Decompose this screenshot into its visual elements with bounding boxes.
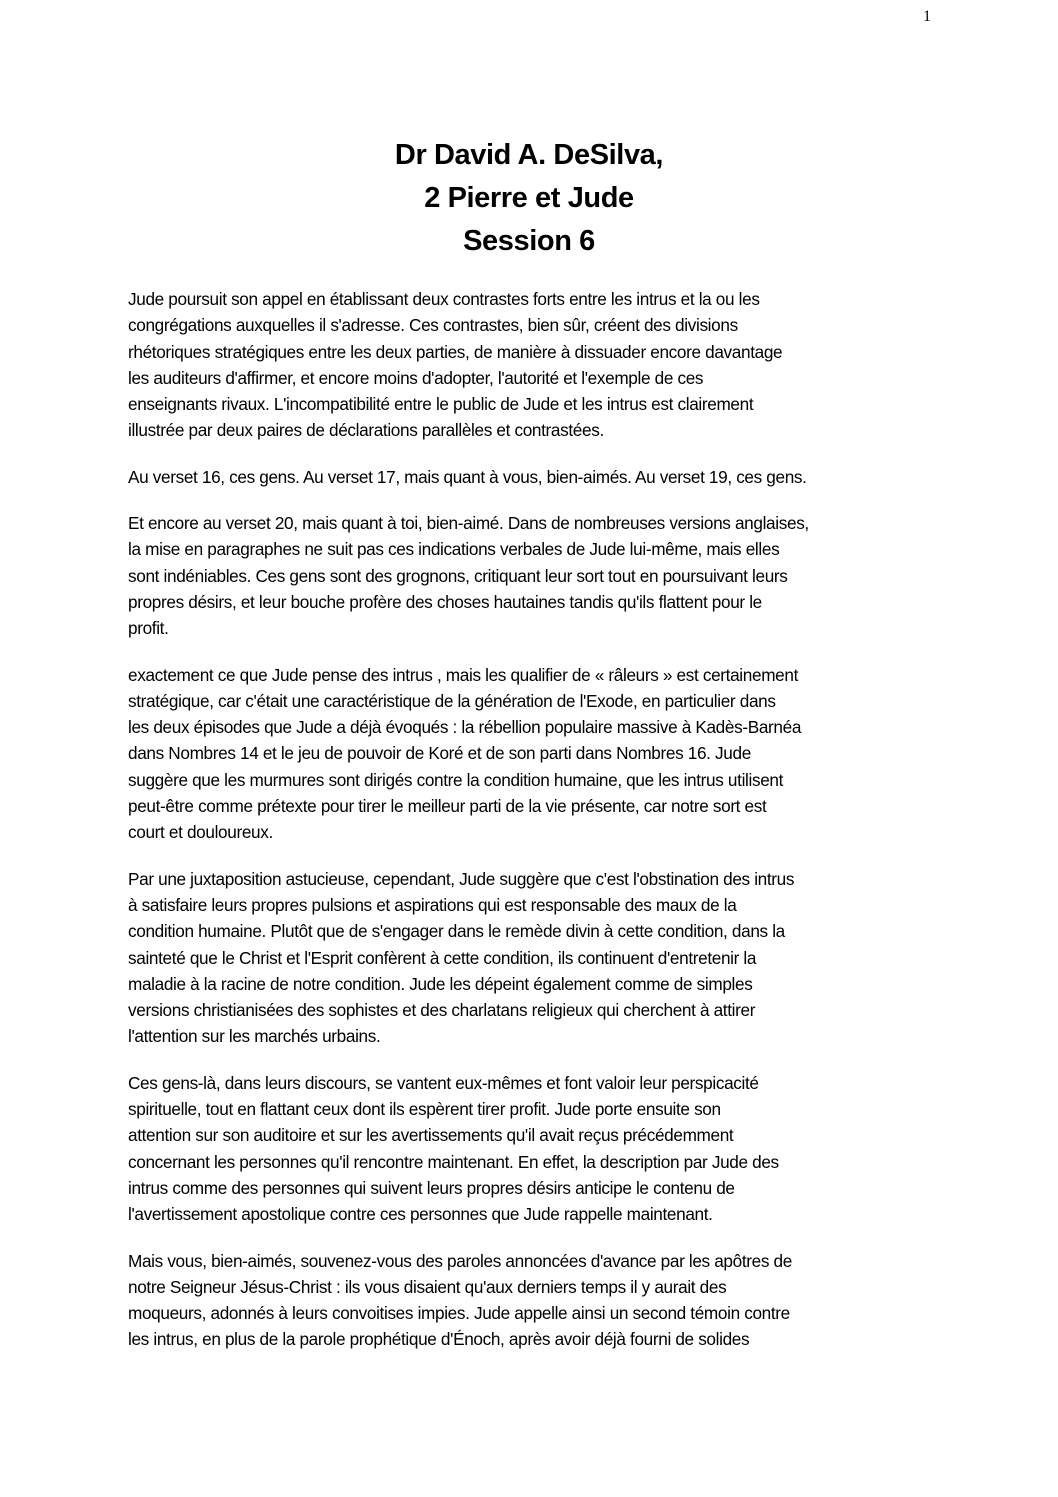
paragraph xyxy=(128,1248,948,1353)
text-line: l'attention sur les marchés urbains. xyxy=(128,1026,381,1047)
paragraph xyxy=(128,1070,948,1228)
text-line: Par une juxtaposition astucieuse, cependant, Jude suggère que c'est l'obstination des intrus xyxy=(128,868,795,889)
text-line: rhétoriques stratégiques entre les deux parties, de manière à dissuader encore davantage xyxy=(128,341,783,362)
text-line: dans Nombres 14 et le jeu de pouvoir de Koré et de son parti dans Nombres 16. Jude xyxy=(128,743,751,764)
text-line: Ces gens-là, dans leurs discours, se vantent eux-mêmes et font valoir leur perspicacité xyxy=(128,1072,759,1093)
text-line: stratégique, car c'était une caractéristique de la génération de l'Exode, en particulier dans xyxy=(128,690,776,711)
document-title xyxy=(0,134,1058,263)
page-number: 1 xyxy=(923,8,931,25)
paragraph xyxy=(128,866,948,1050)
text-line: Au verset 16, ces gens. Au verset 17, mais quant à vous, bien-aimés. Au verset 19, ces gens. xyxy=(128,466,807,487)
text-line: propres désirs, et leur bouche profère des choses hautaines tandis qu'ils flattent pour le xyxy=(128,591,762,612)
text-line: notre Seigneur Jésus-Christ : ils vous disaient qu'aux derniers temps il y aurait des xyxy=(128,1276,727,1297)
text-line: la mise en paragraphes ne suit pas ces indications verbales de Jude lui-même, mais elles xyxy=(128,539,780,560)
text-line: sont indéniables. Ces gens sont des grognons, critiquant leur sort tout en poursuivant leurs xyxy=(128,565,788,586)
text-line: Jude poursuit son appel en établissant deux contrastes forts entre les intrus et la ou les xyxy=(128,289,760,309)
document-body xyxy=(128,286,948,1373)
text-line: profit. xyxy=(128,618,169,639)
text-line: attention sur son auditoire et sur les avertissements qu'il avait reçus précédemment xyxy=(128,1125,734,1146)
text-line: Et encore au verset 20, mais quant à toi, bien-aimé. Dans de nombreuses versions anglaises, xyxy=(128,513,809,534)
text-line: Mais vous, bien-aimés, souvenez-vous des paroles annoncées d'avance par les apôtres de xyxy=(128,1250,792,1271)
text-line: concernant les personnes qu'il rencontre maintenant. En effet, la description par Jude des xyxy=(128,1151,779,1172)
text-line: versions christianisées des sophistes et des charlatans religieux qui cherchent à attirer xyxy=(128,1000,756,1021)
text-line: maladie à la racine de notre condition. Jude les dépeint également comme de simples xyxy=(128,973,753,994)
text-line: intrus comme des personnes qui suivent leurs propres désirs anticipe le contenu de xyxy=(128,1177,735,1198)
text-line: les auditeurs d'affirmer, et encore moins d'adopter, l'autorité et l'exemple de ces xyxy=(128,367,704,388)
text-line: exactement ce que Jude pense des intrus , mais les qualifier de « râleurs » est certainement xyxy=(128,664,799,685)
title-line-session: Session 6 xyxy=(463,225,595,257)
paragraph xyxy=(128,286,948,444)
text-line: condition humaine. Plutôt que de s'engager dans le remède divin à cette condition, dans la xyxy=(128,921,785,942)
paragraph xyxy=(128,464,948,490)
text-line: court et douloureux. xyxy=(128,822,273,843)
text-line: congrégations auxquelles il s'adresse. Ces contrastes, bien sûr, créent des divisions xyxy=(128,315,738,336)
text-line: les intrus, en plus de la parole prophétique d'Énoch, après avoir déjà fourni de solides xyxy=(128,1329,750,1350)
text-line: illustrée par deux paires de déclarations parallèles et contrastées. xyxy=(128,420,604,441)
text-line: peut-être comme prétexte pour tirer le meilleur parti de la vie présente, car notre sort est xyxy=(128,796,767,817)
text-line: moqueurs, adonnés à leurs convoitises impies. Jude appelle ainsi un second témoin contre xyxy=(128,1303,790,1324)
text-line: les deux épisodes que Jude a déjà évoqués : la rébellion populaire massive à Kadès-Barnéa xyxy=(128,717,802,738)
text-line: suggère que les murmures sont dirigés contre la condition humaine, que les intrus utilisent xyxy=(128,769,784,790)
text-line: sainteté que le Christ et l'Esprit confèrent à cette condition, ils continuent d'entretenir la xyxy=(128,947,757,968)
title-line-author: Dr David A. DeSilva, xyxy=(394,139,664,171)
text-line: l'avertissement apostolique contre ces personnes que Jude rappelle maintenant. xyxy=(128,1204,713,1225)
text-line: spirituelle, tout en flattant ceux dont ils espèrent tirer profit. Jude porte ensuite son xyxy=(128,1099,721,1120)
title-line-book: 2 Pierre et Jude xyxy=(424,182,634,214)
paragraph xyxy=(128,662,948,846)
text-line: enseignants rivaux. L'incompatibilité entre le public de Jude et les intrus est clairement xyxy=(128,394,754,415)
paragraph xyxy=(128,510,948,641)
text-line: à satisfaire leurs propres pulsions et aspirations qui est responsable des maux de la xyxy=(128,894,737,915)
